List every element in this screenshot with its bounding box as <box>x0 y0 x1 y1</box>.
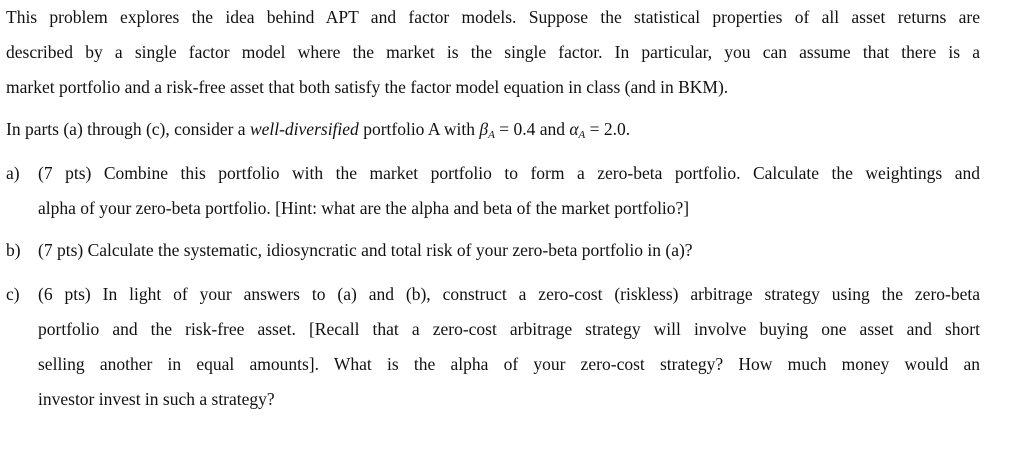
alpha-symbol: α <box>569 119 579 139</box>
beta-symbol: β <box>479 119 489 139</box>
alpha-value: = 2.0. <box>585 119 631 139</box>
intro-line-1: This problem explores the idea behind APT and factor models. Suppose the statistical properties of all asset returns are <box>6 7 980 27</box>
setup-emphasis: well-diversified <box>249 119 359 139</box>
part-a-line-1: (7 pts) Combine this portfolio with the market portfolio to form a zero-beta portfolio. Calculate the weightings and <box>38 163 980 183</box>
part-a-line-2: alpha of your zero-beta portfolio. [Hint: what are the alpha and beta of the market portfolio?] <box>38 198 690 218</box>
setup-prefix: In parts (a) through (c), consider a <box>6 119 250 139</box>
part-c-marker: c) <box>6 284 20 304</box>
part-b-line-1: (7 pts) Calculate the systematic, idiosyncratic and total risk of your zero-beta portfolio in (a)? <box>38 240 693 260</box>
intro-line-2: described by a single factor model where the market is the single factor. In particular, you can assume that there is a <box>6 42 980 62</box>
part-c-line-2: portfolio and the risk-free asset. [Recall that a zero-cost arbitrage strategy will involve buying one asset and short <box>38 319 980 339</box>
beta-value: = 0.4 and <box>494 119 570 139</box>
part-c-line-3: selling another in equal amounts]. What is the alpha of your zero-cost strategy? How much money would an <box>38 354 980 374</box>
intro-line-3: market portfolio and a risk-free asset that both satisfy the factor model equation in class (and in BKM). <box>6 77 729 97</box>
part-b-marker: b) <box>6 240 21 260</box>
part-c-line-4: investor invest in such a strategy? <box>38 389 275 409</box>
setup-middle: portfolio A with <box>358 119 480 139</box>
beta-subscript: A <box>488 129 495 141</box>
alpha-subscript: A <box>578 129 586 141</box>
setup-sentence <box>6 119 630 142</box>
part-a-marker: a) <box>6 163 20 183</box>
part-c-line-1: (6 pts) In light of your answers to (a) and (b), construct a zero-cost (riskless) arbitrage strategy using the zero-beta <box>38 284 980 304</box>
